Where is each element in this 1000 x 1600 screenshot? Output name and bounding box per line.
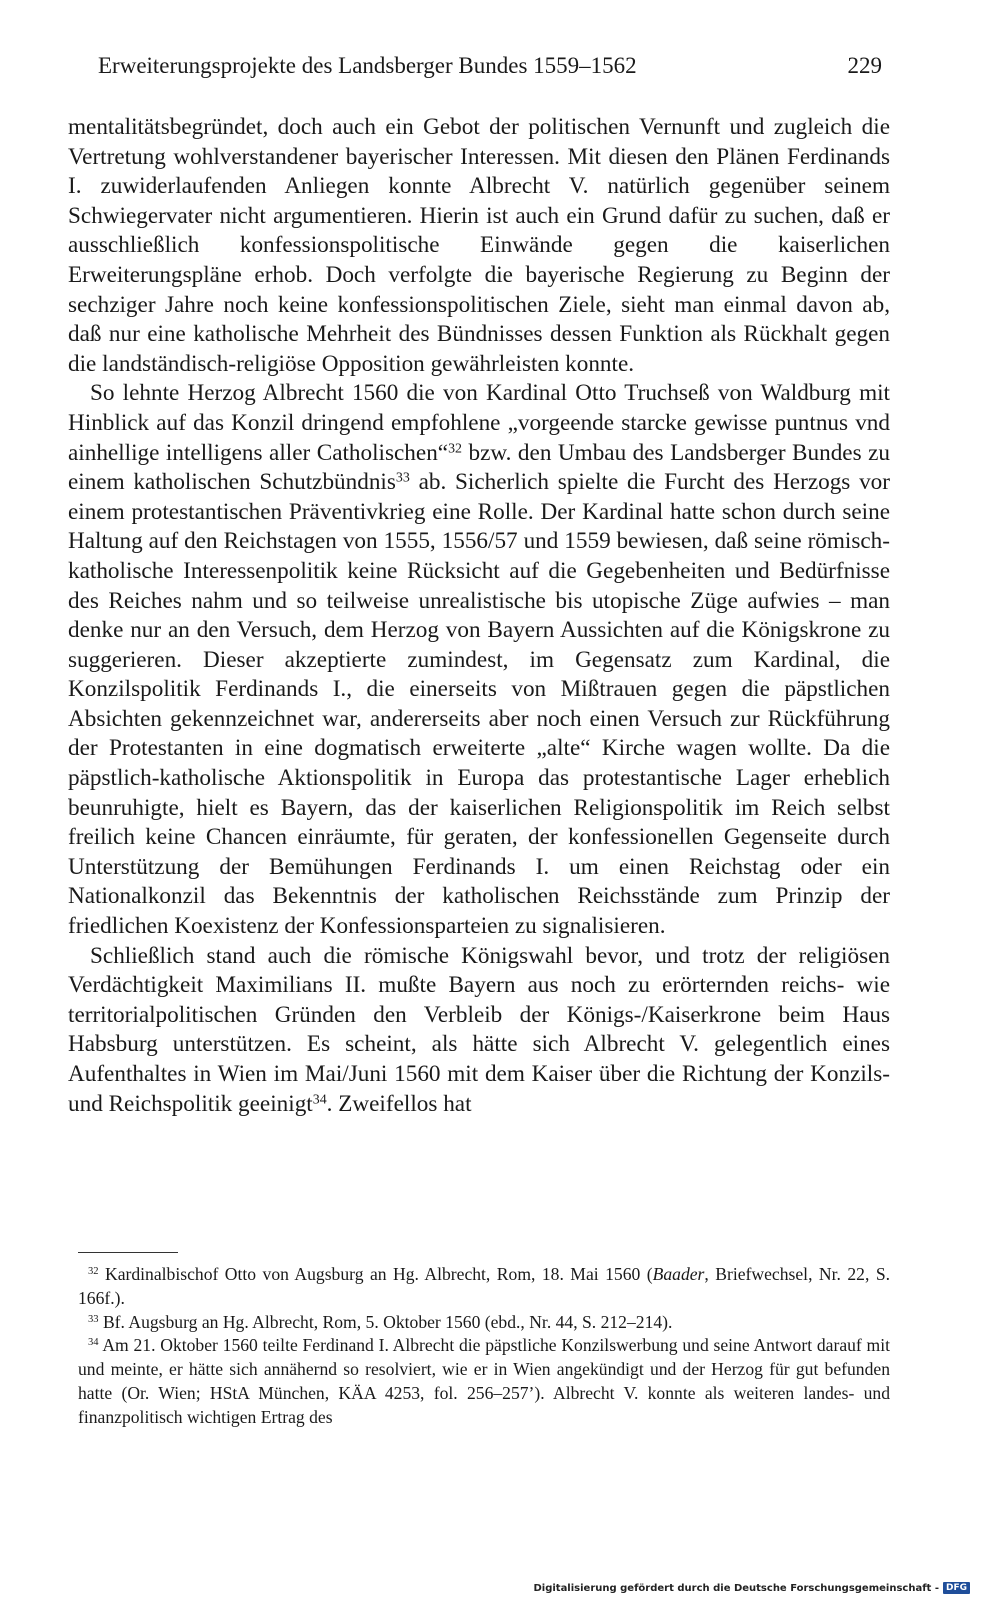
body-text	[68, 113, 890, 1119]
footnote-marker: 34	[88, 1337, 99, 1349]
footnote-divider	[78, 1252, 178, 1253]
text-run: , Briefwechsel, Nr. 22, S. 166f.).	[78, 1264, 891, 1308]
italic-text: Baader	[652, 1264, 705, 1284]
running-head	[98, 50, 882, 82]
footnotes	[78, 1263, 890, 1430]
footnote-marker: 34	[312, 1091, 327, 1107]
text-run: Kardinalbischof Otto von Augsburg an Hg. Albrecht, Rom, 18. Mai 1560 (	[98, 1264, 653, 1284]
body-paragraph	[68, 379, 890, 941]
footnote-marker: 33	[88, 1313, 99, 1325]
footnote-marker: 32	[448, 440, 462, 456]
footnote-marker: 32	[88, 1266, 99, 1278]
text-run: Schließlich stand auch die römische Königswahl bevor, und trotz der religiösen Verdächtigkeit Maximilians II. mußte Bayern aus noch zu erörternden reichs- wie territorialpolitischen Gründen den Verbleib der Königs-/Kaiserkrone beim Haus Habsburg unterstützen. Es scheint, als hätte sich Albrecht V. gelegentlich eines Aufenthaltes in Wien im Mai/Juni 1560 mit dem Kaiser über die Richtung der Konzils- und Reichspolitik geeinigt	[68, 942, 890, 1117]
running-head-title: Erweiterungsprojekte des Landsberger Bundes 1559–1562	[98, 53, 637, 78]
body-paragraph	[68, 942, 890, 1120]
text-run: ab. Sicherlich spielte die Furcht des Herzogs vor einem protestantischen Präventivkrieg eine Rolle. Der Kardinal hatte schon durch seine Haltung auf den Reichstagen von 1555, 1556/57 und 1559 bewiesen, daß seine römisch-katholische Interessenpolitik keine Rücksicht auf die Gegebenheiten und Bedürfnisse des Reiches nahm und so teilweise unrealistische bis utopische Züge aufwies – man denke nur an den Versuch, dem Herzog von Bayern Aussichten auf die Königskrone zu suggerieren. Dieser akzeptierte zumindest, im Gegensatz zum Kardinal, die Konzilspolitik Ferdinands I., die einerseits von Mißtrauen gegen die päpstlichen Absichten gekennzeichnet war, andererseits aber noch einen Versuch zur Rückführung der Protestanten in eine dogmatisch erweiterte „alte“ Kirche wagen wollte. Da die päpstlich-katholische Aktionspolitik in Europa das protestantische Lager erheblich beunruhigte, hielt es Bayern, das der kaiserlichen Religionspolitik im Reich selbst freilich keine Chancen einräumte, für geraten, der konfessionellen Gegenseite durch Unterstützung der Bemühungen Ferdinands I. um einen Reichstag oder ein Nationalkonzil das Bekenntnis der katholischen Reichsstände zum Prinzip der friedlichen Koexistenz der Konfessionsparteien zu signalisieren.	[68, 469, 890, 940]
page-number: 229	[847, 53, 882, 78]
body-paragraph	[68, 113, 890, 379]
footnote	[78, 1334, 890, 1429]
text-run: . Zweifellos hat	[326, 1090, 472, 1117]
footnote	[78, 1263, 890, 1311]
text-run: bzw. den Umbau des Landsberger Bundes zu einem katholischen Schutzbündnis	[68, 439, 891, 496]
text-run: mentalitätsbegründet, doch auch ein Gebot der politischen Vernunft und zugleich die Vertretung wohlverstandener bayerischer Interessen. Mit diesen den Plänen Ferdinands I. zuwiderlaufenden Anliegen konnte Albrecht V. natürlich gegenüber seinem Schwiegervater nicht argumentieren. Hierin ist auch ein Grund dafür zu suchen, daß er ausschließlich konfessionspolitische Einwände gegen die kaiserlichen Erweiterungspläne erhob. Doch verfolgte die bayerische Regierung zu Beginn der sechziger Jahre noch keine konfessionspolitischen Ziele, sieht man einmal davon ab, daß nur eine katholische Mehrheit des Bündnisses dessen Funktion als Rückhalt gegen die landständisch-religiöse Opposition gewährleisten konnte.	[68, 114, 890, 377]
credit-text: Digitalisierung gefördert durch die Deutsche Forschungsgemeinschaft -	[533, 1582, 939, 1594]
digitization-credit	[533, 1582, 970, 1594]
footnote-marker: 33	[395, 470, 410, 486]
dfg-logo: DFG	[943, 1582, 970, 1594]
text-run: So lehnte Herzog Albrecht 1560 die von Kardinal Otto Truchseß von Waldburg mit Hinblick auf das Konzil dringend empfohlene „vorgeende starcke gewisse puntnus vnd ainhellige intelligens aller Catholischen“	[68, 380, 890, 466]
text-run: Am 21. Oktober 1560 teilte Ferdinand I. Albrecht die päpstliche Konzilswerbung und seine Antwort darauf mit und meinte, er hätte sich annähernd so resolviert, wie er in Wien angekündigt und der Herzog für gut befunden hatte (Or. Wien; HStA München, KÄA 4253, fol. 256–257’). Albrecht V. konnte als weiteren landes- und finanzpolitisch wichtigen Ertrag des	[78, 1335, 890, 1427]
footnote	[78, 1311, 890, 1335]
text-run: Bf. Augsburg an Hg. Albrecht, Rom, 5. Oktober 1560 (ebd., Nr. 44, S. 212–214).	[98, 1311, 673, 1332]
